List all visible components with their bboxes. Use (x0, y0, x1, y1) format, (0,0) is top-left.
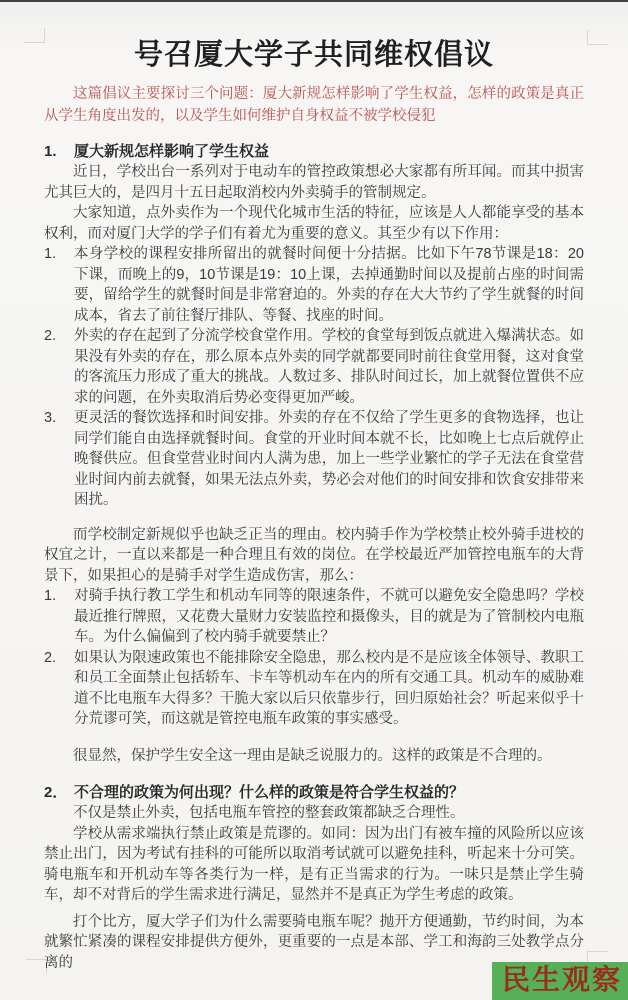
document-body (44, 34, 584, 973)
page-title: 号召厦大学子共同维权倡议 (133, 39, 494, 71)
section-1-label: 厦大新规怎样影响了学生权益 (74, 143, 270, 160)
list-item (44, 244, 584, 326)
section-1-paragraph-4: 很显然，保护学生安全这一理由是缺乏说服力的。这样的政策是不合理的。 (73, 747, 552, 764)
section-2-label: 不合理的政策为何出现？什么样的政策是符合学生权益的？ (74, 784, 465, 801)
margin-mark-top-right (587, 30, 608, 45)
section-2-number: 2． (44, 784, 68, 801)
item-text: 本身学校的课程安排所留出的就餐时间便十分拮据。比如下午78节课是18：20下课，而晚上的9，10节课是19：10上课，去掉通勤时间以及提前占座的时间需要，留给学生的就餐时间是非常窘迫的。外卖的存在大大节约了学生就餐的时间成本，省去了前往餐厅排队、等餐、找座的时间。 (74, 246, 584, 324)
section-1-paragraph-1: 近日，学校出台一系列对于电动车的管控政策想必大家都有所耳闻。而其中损害尤其巨大的，是四月十五日起取消校内外卖骑手的管制规定。 (44, 164, 584, 201)
section-2-paragraph-3: 打个比方，厦大学子们为什么需要骑电瓶车呢？抛开方便通勤，节约时间，为本就繁忙紧凑的课程安排提供方便外，更重要的一点是本部、学工和海韵三处教学点分离的 (44, 913, 584, 971)
list-item (44, 408, 584, 511)
section-2-paragraph-1: 不仅是禁止外卖，包括电瓶车管控的整套政策都缺乏合理性。 (73, 805, 465, 821)
item-number: 2. (44, 328, 57, 344)
section-2-heading (44, 782, 584, 803)
item-text: 对骑手执行教工学生和机动车同等的限速条件，不就可以避免安全隐患吗？学校最近推行牌照，又花费大量财力安装监控和摄像头，目的就是为了管制校内电瓶车。为什么偏偏到了校内骑手就要禁止？ (74, 588, 584, 645)
section-1-number: 1. (44, 143, 57, 160)
list-item (44, 326, 584, 408)
margin-mark-top-left (24, 28, 45, 43)
item-text: 外卖的存在起到了分流学校食堂作用。学校的食堂每到饭点就进入爆满状态。如果没有外卖的存在，那么原本点外卖的同学就都要同时前往食堂用餐，这对食堂的客流压力形成了重大的挑战。人数过多、排队时间过长，加上就餐位置供不应求的问题，在外卖取消后势必变得更加严峻。 (74, 328, 584, 406)
item-text: 更灵活的餐饮选择和时间安排。外卖的存在不仅给了学生更多的食物选择，也让同学们能自由选择就餐时间。食堂的开业时间本就不长，比如晚上七点后就停止晚餐供应。但食堂营业时间内人满为患，加上一些学业繁忙的学子无法在食堂营业时间内前去就餐，如果无法点外卖，势必会对他们的时间安排和饮食安排带来困扰。 (74, 410, 584, 508)
list-item (44, 586, 584, 648)
screenshot-top-edge (0, 0, 628, 2)
item-number: 1. (44, 246, 57, 262)
list-item (44, 648, 584, 730)
questions-list (44, 586, 584, 730)
section-1-heading (44, 141, 584, 162)
item-text: 如果认为限速政策也不能排除安全隐患，那么校内是不是应该全体领导、教职工和员工全面禁止包括轿车、卡车等机动车在内的所有交通工具。机动车的威胁难道不比电瓶车大得多？干脆大家以后只依靠步行，回归原始社会？听起来似乎十分荒谬可笑，而这就是管控电瓶车政策的事实感受。 (74, 649, 584, 727)
intro-note: 这篇倡议主要探讨三个问题：厦大新规怎样影响了学生权益，怎样的政策是真正从学生角度出发的，以及学生如何维护自身权益不被学校侵犯 (44, 86, 584, 124)
item-number: 1. (44, 588, 57, 604)
benefits-list (44, 244, 584, 511)
watermark-badge: 民生观察 (492, 962, 628, 1000)
section-1-paragraph-3: 而学校制定新规似乎也缺乏正当的理由。校内骑手作为学校禁止校外骑手进校的权宜之计，一直以来都是一种合理且有效的岗位。在学校最近严加管控电瓶车的大背景下，如果担心的是骑手对学生造成伤害，那么： (44, 526, 584, 584)
item-number: 3. (44, 410, 57, 426)
section-1-paragraph-2: 大家知道，点外卖作为一个现代化城市生活的特征，应该是人人都能享受的基本权利，而对厦门大学的学子们有着尤为重要的意义。其至少有以下作用： (44, 205, 584, 242)
section-2-paragraph-2: 学校从需求端执行禁止政策是荒谬的。如同：因为出门有被车撞的风险所以应该禁止出门，因为考试有挂科的可能所以取消考试就可以避免挂科，听起来十分可笑。骑电瓶车和开机动车等各类行为一样，是有正当需求的行为。一味只是禁止学生骑车，却不对背后的学生需求进行满足，显然并不是真正为学生考虑的政策。 (44, 825, 584, 903)
item-number: 2. (44, 649, 57, 666)
